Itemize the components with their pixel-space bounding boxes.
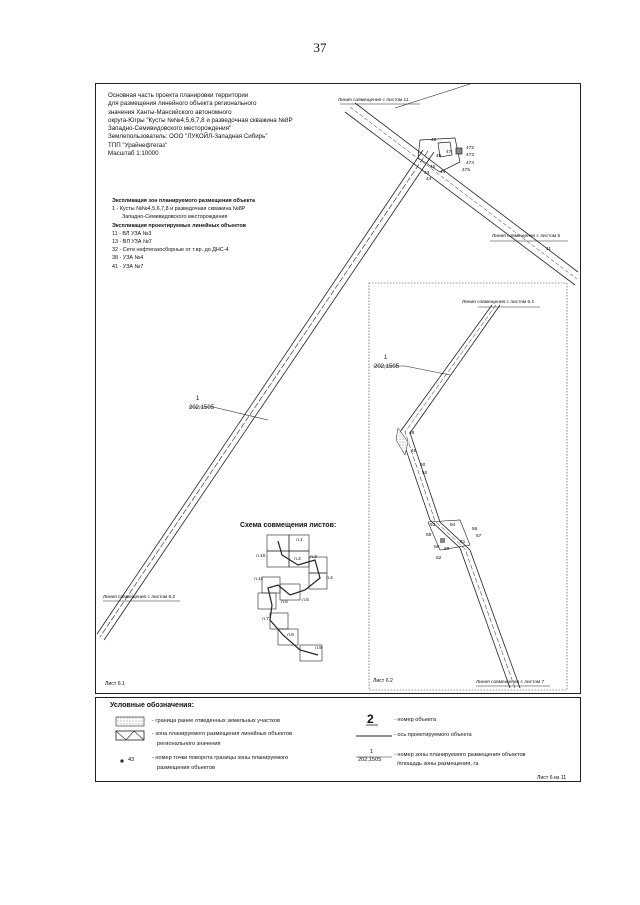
point-number: 58 xyxy=(426,533,432,538)
explication-item: 38 - УЗА №4 xyxy=(112,255,144,262)
zone-area-main: 202,1505 xyxy=(189,405,215,411)
point-number: 59 xyxy=(434,545,440,550)
convention-zone-number: 1 xyxy=(370,749,374,755)
footer-sheet-number: Лист 6 из 11 xyxy=(537,775,567,781)
scheme-label: л.1 xyxy=(296,538,303,543)
point-number: 473 xyxy=(466,153,475,158)
inset-frame xyxy=(369,283,567,690)
header-line: Землепользователь: ООО "ЛУКОЙЛ-Западная Сибирь" xyxy=(108,133,268,141)
point-number: 472 xyxy=(466,146,475,151)
point-number: 60 xyxy=(444,547,450,552)
sheet-scheme xyxy=(258,535,327,661)
point-number: 57 xyxy=(476,534,482,539)
explication xyxy=(112,197,352,271)
header-line: для размещения линейного объекта регионального xyxy=(108,100,257,108)
scheme-label: л.11 xyxy=(254,577,264,582)
convention-item: - ось проектируемого объекта xyxy=(394,732,472,738)
convention-item: - зона планируемого размещения линейных объектов xyxy=(152,731,292,737)
point-number: 50 xyxy=(420,463,426,468)
convention-item: - номер точки поворота границы зоны планируемого xyxy=(152,755,289,761)
point-number: 48 xyxy=(436,154,442,159)
explication-item: 41 - УЗА №7 xyxy=(112,263,144,270)
line-combine-7: Линия совмещения с листом 7 xyxy=(476,680,545,685)
header-line: округа-Югры "Кусты №№4,5,6,7,8 и разведочная скважина №8Р xyxy=(108,116,293,124)
sheet-label-62: Лист 6.2 xyxy=(373,678,393,684)
point-number: 56 xyxy=(472,527,478,532)
point-number: 44 xyxy=(426,177,432,182)
explication-item: 32 - Сети нефтегазосборные от т.вр. до ДНС-4 xyxy=(112,247,229,254)
point-number: 54 xyxy=(450,523,456,528)
explication-item: 11 - ВЛ УЗА №3 xyxy=(112,230,152,237)
object-label-11: 11 xyxy=(546,247,551,252)
convention-item: - номер зоны планируемого размещения объектов xyxy=(394,752,526,758)
scheme-title: Схема совмещения листов: xyxy=(240,522,337,529)
convention-item: размещения объектов xyxy=(157,765,215,771)
scheme-label: л.2 xyxy=(294,557,301,562)
zone-number-inset: 1 xyxy=(384,355,388,361)
point-number: 44 xyxy=(440,170,446,175)
project-header xyxy=(108,92,358,158)
convention-point-symbol: 43 xyxy=(128,757,135,763)
point-number: 48 xyxy=(409,431,415,436)
explication-item: 13 - ВЛ УЗА №7 xyxy=(112,239,152,246)
point-number: 45 xyxy=(430,165,436,170)
scheme-label: л.4 xyxy=(326,576,333,581)
line-combine-61: Линия совмещения с листом 6.1 xyxy=(462,300,535,305)
header-line: ТПП "Урайнефтегаз" xyxy=(108,141,168,149)
conventions-title: Условные обозначения: xyxy=(110,702,194,709)
header-line: Масштаб 1:10000 xyxy=(108,150,159,158)
convention-item: - граница ранее отведенных земельных участков xyxy=(152,718,281,724)
point-number: 61 xyxy=(460,540,466,545)
convention-zone-area: 202,1505 xyxy=(358,757,382,763)
convention-object-symbol: 2 xyxy=(367,712,374,726)
point-number: 52 xyxy=(422,471,428,476)
sheet-label-61: Лист 6.1 xyxy=(105,681,125,687)
line-combine-11: Линия совмещения с листом 11 xyxy=(338,98,409,103)
scheme-label: л.10 xyxy=(256,554,266,559)
point-number: 53 xyxy=(430,523,436,528)
explication-title-objects: Экспликация проектируемых линейных объектов xyxy=(112,222,247,229)
header-line: Западно-Семивидовского месторождения" xyxy=(108,125,232,133)
point-number: 475 xyxy=(462,168,471,173)
point-number: 47 xyxy=(446,150,452,155)
point-number: 62 xyxy=(436,556,442,561)
zone-area-inset: 202,1505 xyxy=(374,364,400,370)
corridor-top xyxy=(345,84,578,285)
explication-item: 1 - Кусты №№4,5,6,7,8 и разведочная скважина №8Р xyxy=(112,206,246,213)
corridor-inset xyxy=(396,305,520,688)
page-number: 37 xyxy=(313,40,327,55)
scheme-label: л.7 xyxy=(262,617,269,622)
convention-item: регионального значения xyxy=(157,741,221,747)
explication-item: Западно-Семивидовского месторождения xyxy=(122,214,228,221)
point-number: 46 xyxy=(431,138,437,143)
explication-title-zones: Экспликация зон планируемого размещения объекта xyxy=(112,198,255,204)
line-combine-5: Линия совмещения с листом 5 xyxy=(492,234,561,239)
line-combine-62: Линия совмещения с листом 6.2 xyxy=(103,595,176,600)
scheme-label: л.3 xyxy=(310,555,317,560)
point-number: 474 xyxy=(466,161,475,166)
scheme-label: л.6 xyxy=(281,600,288,605)
convention-item: - номер объекта xyxy=(394,717,437,723)
header-line: значения Ханты-Мансийского автономного xyxy=(108,108,232,116)
convention-item: /площадь зоны размещения, га xyxy=(397,761,479,767)
scheme-label: л.5 xyxy=(302,598,309,603)
scheme-label: л.8 xyxy=(287,633,294,638)
point-number: 49 xyxy=(411,449,417,454)
point-number: 43 xyxy=(424,171,430,176)
header-line: Основная часть проекта планировки территории xyxy=(108,92,249,99)
zone-number-main: 1 xyxy=(196,396,200,402)
scheme-label: л.9 xyxy=(315,646,322,651)
